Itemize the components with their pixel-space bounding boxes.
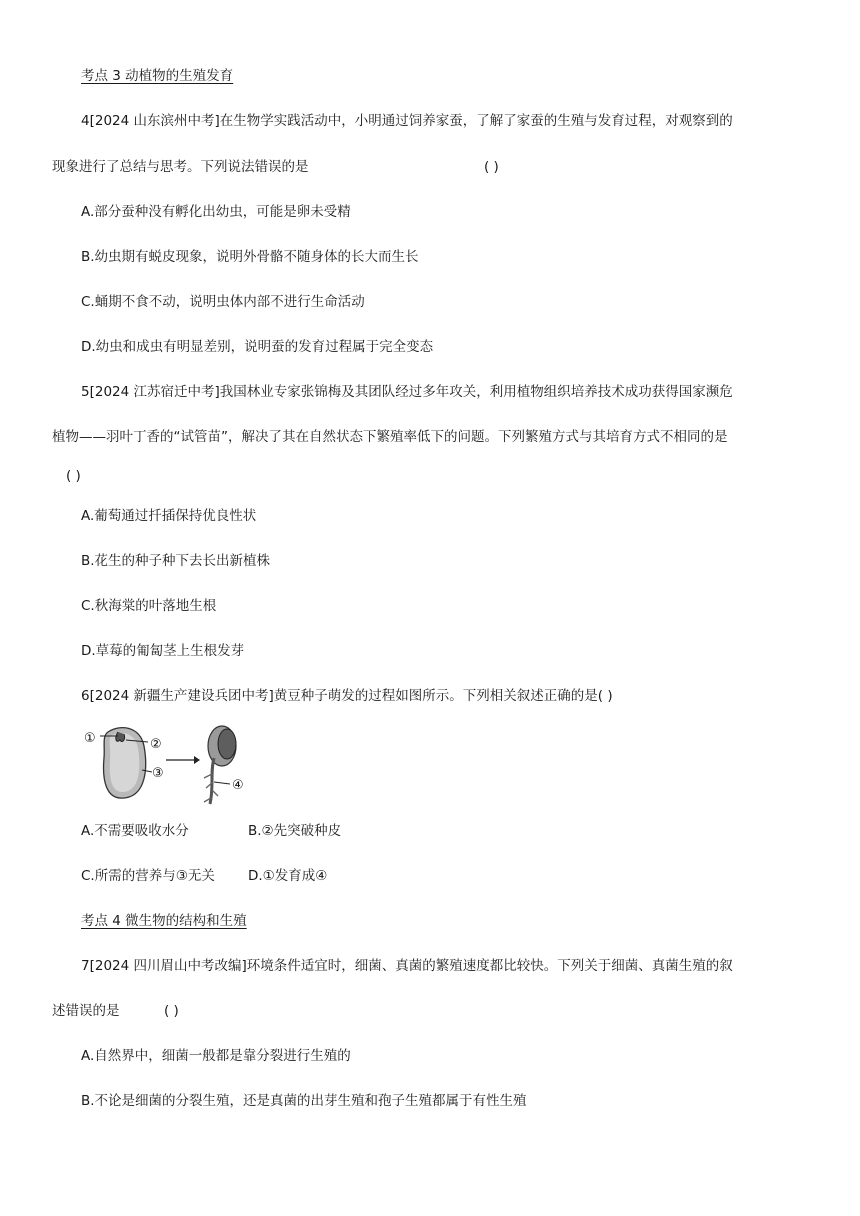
question-6-option-a: A.不需要吸收水分 (81, 823, 189, 839)
question-7-stem-line-2: 述错误的是 (52, 1003, 120, 1019)
question-4-option-a: A.部分蚕种没有孵化出幼虫，可能是卵未受精 (81, 204, 351, 220)
question-6-option-c: C.所需的营养与③无关 (81, 868, 215, 884)
figure-label-2: ② (150, 737, 162, 752)
question-5-stem-line-1: 5[2024 江苏宿迁中考]我国林业专家张锦梅及其团队经过多年攻关，利用植物组织培养技术成功获得国家濒危 (81, 384, 733, 400)
soybean-germination-figure (80, 718, 270, 810)
question-4-stem-line-2: 现象进行了总结与思考。下列说法错误的是 (52, 159, 309, 175)
figure-label-4: ④ (232, 778, 244, 793)
section-3-heading: 考点 3 动植物的生殖发育 (81, 68, 234, 84)
question-4-option-d: D.幼虫和成虫有明显差别，说明蚕的发育过程属于完全变态 (81, 339, 434, 355)
seedling-radicle (210, 758, 214, 804)
figure-label-1: ① (84, 731, 96, 746)
question-7-stem-line-1: 7[2024 四川眉山中考改编]环境条件适宜时，细菌、真菌的繁殖速度都比较快。下列关于细菌、真菌生殖的叙 (81, 958, 733, 974)
arrow-head-icon (194, 756, 200, 764)
question-5-stem-line-2: 植物——羽叶丁香的“试管苗”，解决了其在自然状态下繁殖率低下的问题。下列繁殖方式与其培育方式不相同的是 (52, 429, 728, 445)
section-4-heading: 考点 4 微生物的结构和生殖 (81, 913, 247, 929)
question-5-option-c: C.秋海棠的叶落地生根 (81, 598, 217, 614)
question-5-option-d: D.草莓的匍匐茎上生根发芽 (81, 643, 245, 659)
question-4-stem-line-1: 4[2024 山东滨州中考]在生物学实践活动中，小明通过饲养家蚕，了解了家蚕的生殖与发育过程，对观察到的 (81, 113, 733, 129)
question-6-option-b: B.②先突破种皮 (248, 823, 342, 839)
question-4-answer-bracket: ( ) (484, 159, 499, 175)
question-7-option-b: B.不论是细菌的分裂生殖，还是真菌的出芽生殖和孢子生殖都属于有性生殖 (81, 1093, 527, 1109)
question-5-option-b: B.花生的种子种下去长出新植株 (81, 553, 271, 569)
cotyledon-shading (110, 733, 140, 792)
question-5-option-a: A.葡萄通过扦插保持优良性状 (81, 508, 257, 524)
figure-label-3: ③ (152, 766, 164, 781)
question-7-answer-bracket: ( ) (164, 1003, 179, 1019)
question-4-option-c: C.蛹期不食不动，说明虫体内部不进行生命活动 (81, 294, 365, 310)
question-4-option-b: B.幼虫期有蜕皮现象，说明外骨骼不随身体的长大而生长 (81, 249, 419, 265)
question-5-answer-bracket: ( ) (66, 468, 81, 484)
leader-line-4 (214, 782, 230, 784)
question-6-stem: 6[2024 新疆生产建设兵团中考]黄豆种子萌发的过程如图所示。下列相关叙述正确的是( ) (81, 688, 613, 704)
seedling-cotyledon (218, 729, 236, 759)
question-6-option-d: D.①发育成④ (248, 868, 328, 884)
question-7-option-a: A.自然界中，细菌一般都是靠分裂进行生殖的 (81, 1048, 351, 1064)
